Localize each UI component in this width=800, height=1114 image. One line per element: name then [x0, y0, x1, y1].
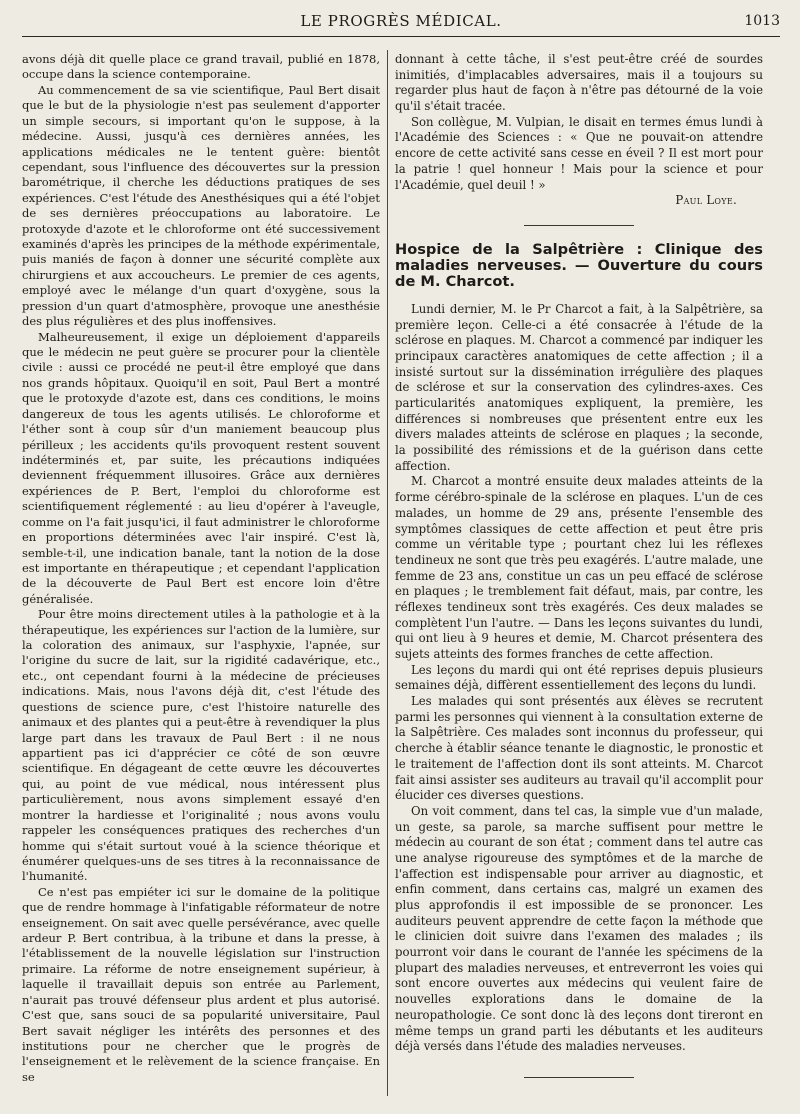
section-separator	[524, 225, 634, 226]
paragraph: Malheureusement, il exige un déploiement d'appareils que le médecin ne peut guère se procurer pour la clientèle civile : aussi ce procédé ne peut-il être employé que dans nos grands hôpitaux. Quoiqu'il en soit, Paul Bert a montré que le protoxyde d'azote est, dans ces conditions, le moins dangereux de tous les agents utilisés. Le chloroforme et l'éther sont à coup sûr d'un maniement beaucoup plus périlleux ; les accidents qu'ils provoquent restent souvent indéterminés et, par suite, les précautions indiquées deviennent fréquemment illusoires. Grâce aux dernières expériences de P. Bert, l'emploi du chloroforme est scientifiquement réglementé : au lieu d'opérer à l'aveugle, comme on l'a fait jusqu'ici, il faut administrer le chloroforme en proportions déterminées avec l'air inspiré. C'est là, semble-t-il, une indication banale, tant la notion de la dose est importante en thérapeutique ; et cependant l'application de la découverte de Paul Bert est encore loin d'être généralisée.	[22, 329, 380, 606]
left-column	[22, 52, 380, 1085]
paragraph: avons déjà dit quelle place ce grand travail, publié en 1878, occupe dans la science contemporaine.	[22, 52, 380, 82]
journal-title: LE PROGRÈS MÉDICAL.	[300, 12, 502, 30]
paragraph: Pour être moins directement utiles à la pathologie et à la thérapeutique, les expériences sur l'action de la lumière, sur la coloration des animaux, sur l'asphyxie, l'apnée, sur l'origine du sucre de lait, sur la rigidité cadavérique, etc., etc., ont cependant fourni à la médecine de précieuses indications. Mais, nous l'avons déjà dit, c'est l'étude des questions de science pure, c'est l'histoire naturelle des animaux et des plantes qui a peut-être à revendiquer la plus large part dans les travaux de Paul Bert : il ne nous appartient pas ici d'apprécier ce côté de son œuvre scientifique. En dégageant de cette œuvre les découvertes qui, au point de vue médical, nous intéressent plus particulièrement, nous avons simplement essayé d'en montrer la hardiesse et l'originalité ; nous avons voulu rappeler les conséquences pratiques des recherches d'un homme qui s'était surtout voué à la science théorique et énumérer quelques-uns de ses titres à la reconnaissance de l'humanité.	[22, 607, 380, 884]
author-signature: Paul Loye.	[675, 193, 737, 208]
paragraph: Au commencement de sa vie scientifique, Paul Bert disait que le but de la physiologie n'est pas seulement d'apporter un simple secours, si important qu'on le suppose, à la médecine. Aussi, jusqu'à ces dernières années, les applications médicales ne le tentent guère: bientôt cependant, sous l'influence des découvertes sur la pression barométrique, il cherche les déductions pratiques de ses expériences. C'est l'étude des Anesthésiques qui a été l'objet de ses dernières préoccupations au laboratoire. Le protoxyde d'azote et le chloroforme ont été successivement examinés d'après les principes de la méthode expérimentale, puis maniés de façon à donner une sécurité complète aux chirurgiens et aux accoucheurs. Le premier de ces agents, employé avec le mélange d'un quart d'oxygène, sous la pression d'un quart d'atmosphère, provoque une anesthésie des plus régulières et des plus inoffensives.	[22, 82, 380, 329]
section-heading: Hospice de la Salpêtrière : Clinique des maladies nerveuses. — Ouverture du cours de M. Charcot.	[395, 240, 763, 290]
paragraph: Son collègue, M. Vulpian, le disait en termes émus lundi à l'Académie des Sciences : « Que ne pouvait-on attendre encore de cette activité sans cesse en éveil ? Il est mort pour la patrie ! quel honneur ! Mais pour la science et pour l'Académie, quel deuil ! »	[395, 114, 763, 192]
paragraph: donnant à cette tâche, il s'est peut-être créé de sourdes inimitiés, d'implacables adversaires, mais il a toujours su regarder plus haut de façon à n'être pas détourné de la voie qu'il s'était tracée.	[395, 52, 763, 114]
paragraph: Lundi dernier, M. le Pr Charcot a fait, à la Salpêtrière, sa première leçon. Celle-ci a été consacrée à l'étude de la sclérose en plaques. M. Charcot a commencé par indiquer les principaux caractères anatomiques de cette affection ; il a insisté surtout sur la dissémination irrégulière des plaques de sclérose et sur la conservation des cylindres-axes. Ces particularités anatomiques expliquent, la première, les différences si nombreuses que présentent entre eux les divers malades atteints de sclérose en plaques ; la seconde, la possibilité des rémissions et de la guérison dans cette affection.	[395, 301, 763, 473]
right-column	[395, 52, 763, 1100]
end-separator	[524, 1077, 634, 1078]
running-header	[22, 10, 780, 37]
paragraph: Les malades qui sont présentés aux élèves se recrutent parmi les personnes qui viennent à la consultation externe de la Salpêtrière. Ces malades sont inconnus du professeur, qui cherche à établir séance tenante le diagnostic, le pronostic et le traitement de l'affection dont ils sont atteints. M. Charcot fait ainsi assister ses auditeurs au travail qu'il accomplit pour élucider ces diverses questions.	[395, 694, 763, 803]
page-number: 1013	[744, 13, 780, 29]
paragraph: Ce n'est pas empiéter ici sur le domaine de la politique que de rendre hommage à l'infatigable réformateur de notre enseignement. On sait avec quelle persévérance, avec quelle ardeur P. Bert contribua, à la tribune et dans la presse, à l'établissement de la nouvelle législation sur l'instruction primaire. La réforme de notre enseignement supérieur, à laquelle il travaillait depuis son entrée au Parlement, n'aurait pas trouvé défenseur plus ardent et plus autorisé. C'est que, sans souci de sa popularité universitaire, Paul Bert savait négliger les intérêts des personnes et des institutions pour ne chercher que le progrès de l'enseignement et le relèvement de la science française. En se	[22, 884, 380, 1084]
paragraph: M. Charcot a montré ensuite deux malades atteints de la forme cérébro-spinale de la sclérose en plaques. L'un de ces malades, un homme de 29 ans, présente l'ensemble des symptômes classiques de cette affection et peut être pris comme un véritable type ; pourtant chez lui les réflexes tendineux ne sont que très peu exagérés. L'autre malade, une femme de 23 ans, constitue un cas un peu effacé de sclérose en plaques ; le tremblement fait défaut, mais, par contre, les réflexes tendineux sont très exagérés. Ces deux malades se complètent l'un l'autre. — Dans les leçons suivantes du lundi, qui ont lieu à 9 heures et demie, M. Charcot présentera des sujets atteints des formes franches de cette affection.	[395, 474, 763, 661]
paragraph: Les leçons du mardi qui ont été reprises depuis plusieurs semaines déjà, diffèrent essentiellement des leçons du lundi.	[395, 662, 763, 693]
column-divider	[387, 50, 388, 1096]
paragraph: On voit comment, dans tel cas, la simple vue d'un malade, un geste, sa parole, sa marche suffisent pour mettre le médecin au courant de son état ; comment dans tel autre cas une analyse rigoureuse des symptômes et de la marche de l'affection est indispensable pour arriver au diagnostic, et enfin comment, dans certains cas, malgré un examen des plus approfondis il est impossible de se prononcer. Les auditeurs peuvent apprendre de cette façon la méthode que le clinicien doit suivre dans l'examen des malades ; ils pourront voir dans le courant de l'année les spécimens de la plupart des maladies nerveuses, et entreverront les voies qui sont encore ouvertes aux médecins qui veulent faire de nouvelles explorations dans le domaine de la neuropathologie. Ce sont donc là des leçons dont tireront en même temps un grand parti les débutants et les auditeurs déjà versés dans l'étude des maladies nerveuses.	[395, 803, 763, 1054]
